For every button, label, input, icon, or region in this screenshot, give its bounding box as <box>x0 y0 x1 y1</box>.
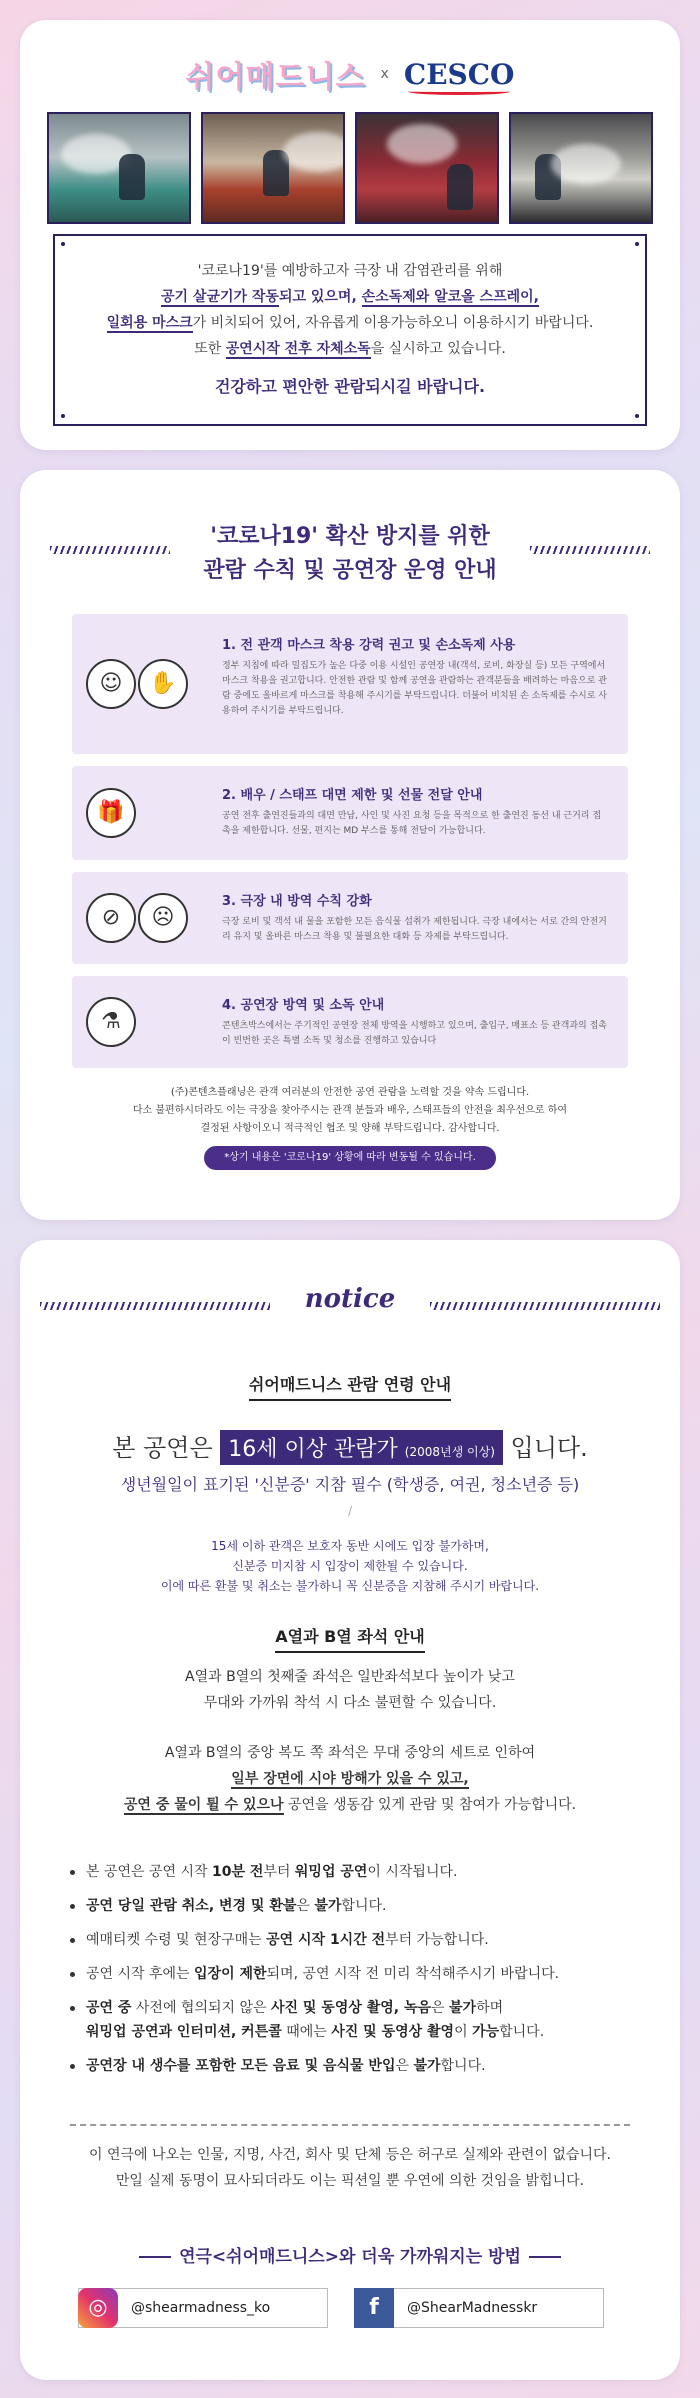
bullet-ticket: 예매티켓 수령 및 현장구매는 공연 시작 1시간 전부터 가능합니다. <box>70 1928 650 1952</box>
cesco-partnership-card <box>20 20 680 450</box>
divider-slash: / <box>347 1504 353 1518</box>
rule-item-sanitation <box>72 976 628 1068</box>
notice-line-1: '코로나19'를 예방하고자 극장 내 감염관리를 위해 <box>197 263 503 279</box>
photo-disinfection-2 <box>201 112 345 224</box>
rule-title: 4. 공연장 방역 및 소독 안내 <box>222 998 385 1013</box>
change-notice-pill: *상기 내용은 '코로나19' 상황에 따라 변동될 수 있습니다. <box>204 1146 496 1170</box>
logo-separator: x <box>380 66 389 82</box>
rule-item-mask <box>72 614 628 754</box>
facebook-icon: f <box>354 2288 394 2328</box>
logo-row <box>20 52 680 96</box>
facebook-link[interactable] <box>354 2288 604 2328</box>
notice-card <box>20 1240 680 2380</box>
seat-info-1: A열과 B열의 첫째줄 좌석은 일반좌석보다 높이가 낮고 무대와 가까워 착석 시 다소 불편할 수 있습니다. <box>185 1669 515 1711</box>
seat-heading: A열과 B열 좌석 안내 <box>20 1624 680 1653</box>
bullet-photo: 공연 중 사전에 협의되지 않은 사진 및 동영상 촬영, 녹음은 불가하며 워밍업 공연과 인터미션, 커튼콜 때에는 사진 및 동영상 촬영이 가능합니다. <box>70 1996 650 2044</box>
notice-closing: 건강하고 편안한 관람되시길 바랍니다. <box>214 377 486 396</box>
instagram-icon: ◎ <box>78 2288 118 2328</box>
spray-bottle-icon: ⚗ <box>86 997 136 1047</box>
rule-desc: 콘텐츠박스에서는 주기적인 공연장 전체 방역을 시행하고 있으며, 출입구, 매표소 등 관객과의 접촉이 빈번한 곳은 특별 소독 및 청소를 진행하고 있습니다 <box>222 1021 607 1046</box>
seat-info-2: A열과 B열의 중앙 복도 쪽 좌석은 무대 중앙의 세트로 인하여 일부 장면에 시야 방해가 있을 수 있고, 공연 중 물이 튈 수 있으나 공연을 생동감 있게 관람 및 참여가 가능합니다. <box>123 1745 577 1813</box>
rules-title: '코로나19' 확산 방지를 위한 관람 수칙 및 공연장 운영 안내 <box>203 524 497 583</box>
bullet-entry: 공연 시작 후에는 입장이 제한되며, 공연 시작 전 미리 착석해주시기 바랍니다. <box>70 1962 650 1986</box>
instagram-link[interactable] <box>78 2288 328 2328</box>
notice-line-4: 또한 공연시작 전후 자체소독을 실시하고 있습니다. <box>194 341 506 357</box>
bullet-refund: 공연 당일 관람 취소, 변경 및 환불은 불가합니다. <box>70 1894 650 1918</box>
notice-bullets <box>70 1860 650 2088</box>
rule-desc: 공연 전후 출연진들과의 대면 만남, 사인 및 사진 요청 등을 목적으로 한 출연진 동선 내 근거리 접촉을 제한합니다. 선물, 편지는 MD 부스를 통해 전달이 가능합니다. <box>222 811 602 836</box>
notice-heading: notice <box>304 1284 396 1314</box>
rule-item-theater <box>72 872 628 964</box>
rule-title: 1. 전 관객 마스크 착용 강력 권고 및 손소독제 사용 <box>222 638 516 653</box>
notice-line-2: 공기 살균기가 작동되고 있으며, 손소독제와 알코올 스프레이, <box>161 289 539 305</box>
rule-item-contact <box>72 766 628 860</box>
bullet-warmup: 본 공연은 공연 시작 10분 전부터 워밍업 공연이 시작됩니다. <box>70 1860 650 1884</box>
rules-footer: (주)콘텐츠플래닝은 관객 여러분의 안전한 공연 관람을 노력할 것을 약속 드립니다. 다소 불편하시더라도 이는 극장을 찾아주시는 관객 분들과 배우, 스태프들의 안전을 최우선으로 하여 결정된 사항이오니 적극적인 협조 및 양해 부탁드립니다. 감사합니다. <box>132 1087 568 1134</box>
disinfection-photos <box>47 112 653 224</box>
age-rating-line: 본 공연은 16세 이상 관람가 (2008년생 이상) 입니다. <box>20 1428 680 1465</box>
dashed-divider <box>70 2124 630 2126</box>
bullet-food: 공연장 내 생수를 포함한 모든 음료 및 음식물 반입은 불가합니다. <box>70 2054 650 2078</box>
rule-desc: 정부 지침에 따라 밀집도가 높은 다중 이용 시설인 공연장 내(객석, 로비, 화장실 등) 모든 구역에서 마스크 착용을 권고합니다. 안전한 관람 및 함께 공연을 관람하는 관객분들을 배려하는 마음으로 관람 중에도 올바르게 마스크를 착용해 주시기를 부탁드립니다. 더불어 비치된 손 소독제를 수시로 사용하여 주시기를 부탁드립니다. <box>222 661 607 716</box>
fiction-disclaimer: 이 연극에 나오는 인물, 지명, 사건, 회사 및 단체 등은 허구로 실제와 관련이 없습니다. 만일 실제 동명이 묘사되더라도 이는 픽션일 뿐 우연에 의한 것임을 밝힙니다. <box>89 2147 611 2189</box>
photo-disinfection-1 <box>47 112 191 224</box>
mask-icon: ☺ <box>86 659 136 709</box>
no-talking-icon: ☹ <box>138 893 188 943</box>
social-heading: 연극<쉬어매드니스>와 더욱 가까워지는 방법 <box>20 2242 680 2267</box>
rule-desc: 극장 로비 및 객석 내 물을 포함한 모든 음식물 섭취가 제한됩니다. 극장 내에서는 서로 간의 안전거리 유지 및 올바른 마스크 착용 및 불필요한 대화 등 자제를 부탁드립니다. <box>222 917 607 942</box>
age-rating-highlight: 16세 이상 관람가 (2008년생 이상) <box>220 1430 503 1465</box>
notice-line-3: 일회용 마스크가 비치되어 있어, 자유롭게 이용가능하오니 이용하시기 바랍니다. <box>106 315 594 331</box>
age-heading: 쉬어매드니스 관람 연령 안내 <box>20 1372 680 1401</box>
no-food-icon: ⊘ <box>86 893 136 943</box>
photo-disinfection-4 <box>509 112 653 224</box>
cesco-logo: CESCO <box>403 57 515 91</box>
facebook-handle: @ShearMadnesskr <box>407 2300 538 2316</box>
gift-icon: 🎁 <box>86 788 136 838</box>
hand-sanitizer-icon: ✋ <box>138 659 188 709</box>
covid-rules-card <box>20 470 680 1220</box>
age-info: 15세 이하 관객은 보호자 동반 시에도 입장 불가하며, 신분증 미지참 시 입장이 제한될 수 있습니다. 이에 따른 환불 및 취소는 불가하니 꼭 신분증을 지참해 주시기 바랍니다. <box>160 1539 540 1593</box>
shear-madness-logo: 쉬어매드니스 <box>185 60 366 95</box>
photo-disinfection-3 <box>355 112 499 224</box>
rule-title: 3. 극장 내 방역 수칙 강화 <box>222 894 372 909</box>
id-required-line: 생년월일이 표기된 '신분증' 지참 필수 (학생증, 여권, 청소년증 등) <box>120 1475 580 1494</box>
instagram-handle: @shearmadness_ko <box>131 2300 271 2316</box>
rule-title: 2. 배우 / 스태프 대면 제한 및 선물 전달 안내 <box>222 788 483 803</box>
hygiene-notice-box <box>53 234 647 426</box>
